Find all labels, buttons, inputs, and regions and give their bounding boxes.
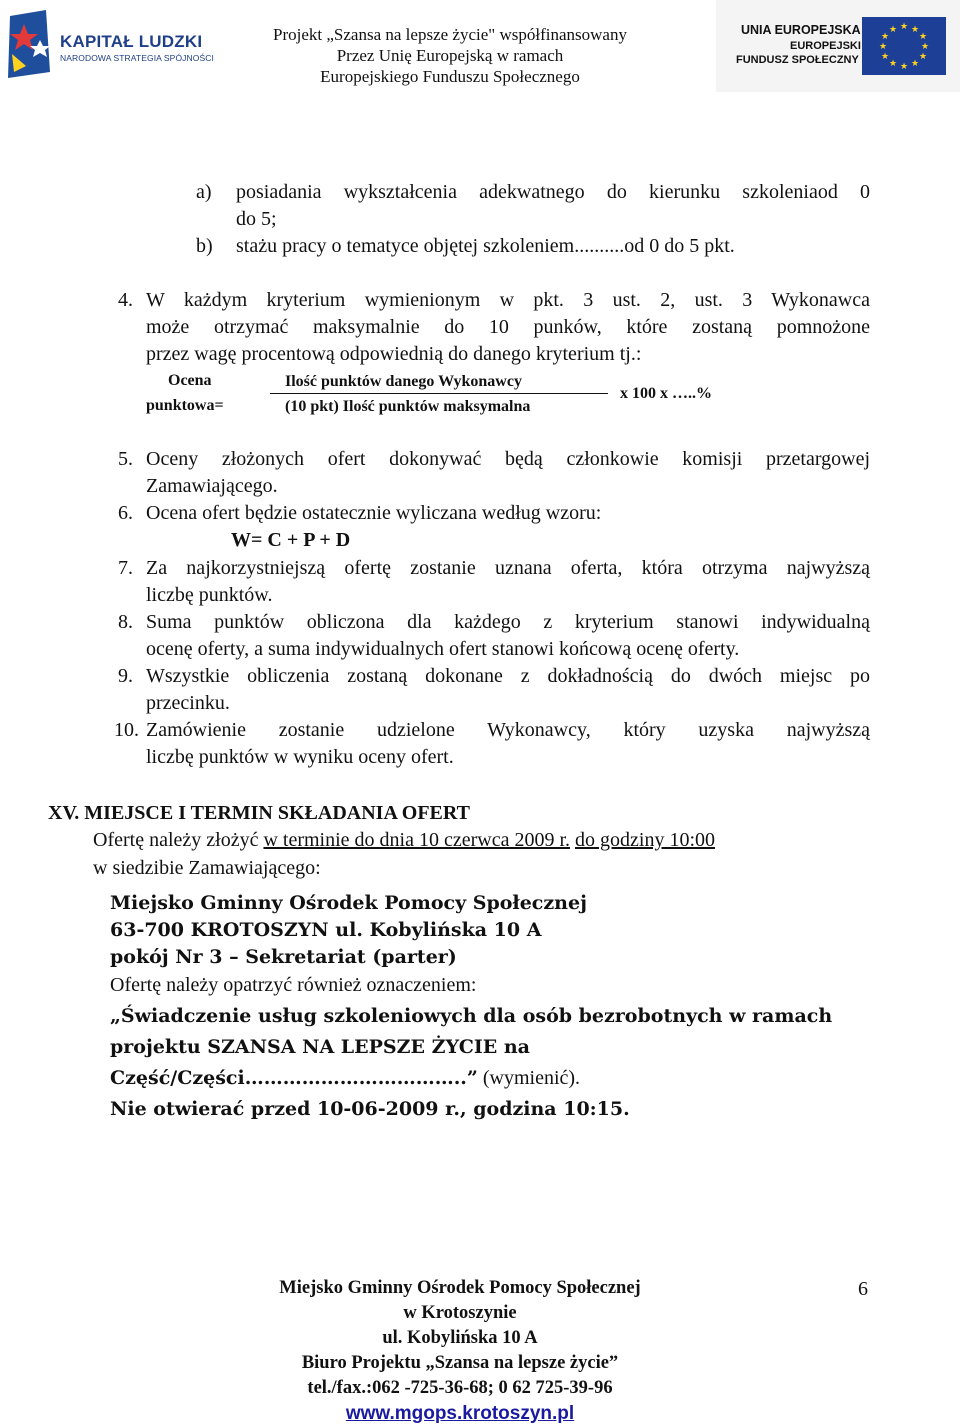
list-item-a-line-2: do 5; [236, 208, 277, 230]
marking-part-note: (wymienić). [477, 1067, 581, 1089]
footer-line-1: Miejsko Gminny Ośrodek Pomocy Społecznej [279, 1278, 641, 1298]
item-9-line-1: Wszystkie obliczenia zostaną dokonane z dokładnością do dwóch miejsc po [146, 665, 870, 687]
header-line-3: Europejskiego Funduszu Społecznego [320, 67, 580, 86]
footer-line-2: w Krotoszynie [403, 1303, 517, 1323]
list-label-b: b) [196, 235, 213, 257]
footer-line-3: ul. Kobylińska 10 A [382, 1328, 538, 1348]
svg-text:★: ★ [918, 52, 928, 62]
svg-text:★: ★ [918, 32, 928, 42]
svg-text:★: ★ [878, 42, 888, 52]
do-not-open-notice: Nie otwierać przed 10-06-2009 r., godzina 10:15. [110, 1098, 630, 1120]
marking-line-1: „Świadczenie usług szkoleniowych dla osób bezrobotnych w ramach [110, 1005, 833, 1027]
svg-text:★: ★ [899, 62, 909, 72]
item-8-line-1: Suma punktów obliczona dla każdego z kryterium stanowi indywidualną [146, 611, 870, 633]
list-label-a: a) [196, 181, 212, 203]
item-5-line-1: Oceny złożonych ofert dokonywać będą członkowie komisji przetargowej [146, 448, 870, 470]
footer-line-5: tel./fax.:062 -725-36-68; 0 62 725-39-96 [307, 1378, 613, 1398]
page-number: 6 [858, 1278, 868, 1300]
deadline-date: w terminie do dnia 10 czerwca 2009 r. [263, 829, 571, 851]
svg-text:★: ★ [880, 32, 890, 42]
list-item-a-line-1: posiadania wykształcenia adekwatnego do kierunku szkoleniaod 0 [236, 181, 870, 203]
item-10-number: 10. [114, 719, 139, 741]
eu-logo-line-1: UNIA EUROPEJSKA [741, 23, 861, 37]
marking-part-label: Część/Części……………………………..” [110, 1067, 478, 1089]
item-7-number: 7. [118, 557, 133, 579]
marking-line-2: projektu SZANSA NA LEPSZE ŻYCIE na [110, 1036, 530, 1058]
list-item-b-line-1: stażu pracy o tematyce objętej szkoleniem..........od 0 do 5 pkt. [236, 235, 735, 257]
footer-website-link[interactable]: www.mgops.krotoszyn.pl [345, 1403, 575, 1424]
item-8-number: 8. [118, 611, 133, 633]
footer-line-4: Biuro Projektu „Szansa na lepsze życie” [301, 1353, 619, 1373]
formula-left-2: punktowa= [146, 397, 224, 414]
address-line-1: Miejsko Gminny Ośrodek Pomocy Społecznej [110, 892, 587, 914]
formula-multiplier: x 100 x …..% [620, 385, 712, 402]
eu-logo-line-2: EUROPEJSKI [790, 40, 861, 52]
address-line-2: 63-700 KROTOSZYN ul. Kobylińska 10 A [110, 919, 542, 941]
kapital-ludzki-title: KAPITAŁ LUDZKI [60, 32, 203, 51]
eu-flag-icon [862, 17, 946, 75]
formula-fraction-line [270, 393, 608, 394]
header-project-info [220, 24, 680, 87]
address-line-3: pokój Nr 3 – Sekretariat (parter) [110, 946, 457, 968]
header-line-2: Przez Unię Europejską w ramach [336, 46, 564, 65]
svg-text:★: ★ [910, 25, 920, 35]
eu-logo-line-3: FUNDUSZ SPOŁECZNY [736, 54, 859, 66]
formula-wzor: W= C + P + D [231, 529, 351, 551]
marking-line-3 [110, 1065, 580, 1092]
formula-denominator: (10 pkt) Ilość punktów maksymalna [285, 398, 531, 415]
svg-text:★: ★ [888, 25, 898, 35]
section-15-location-line: w siedzibie Zamawiającego: [93, 857, 321, 879]
header-line-1: Projekt „Szansa na lepsze życie" współfinansowany [273, 25, 627, 44]
svg-text:★: ★ [910, 59, 920, 69]
item-6-line-1: Ocena ofert będzie ostatecznie wyliczana według wzoru: [146, 502, 602, 524]
formula-left-1: Ocena [168, 372, 212, 389]
section-15-heading: XV. MIEJSCE I TERMIN SKŁADANIA OFERT [48, 802, 470, 824]
item-10-line-1: Zamówienie zostanie udzielone Wykonawcy, który uzyska najwyższą [146, 719, 870, 741]
svg-text:★: ★ [888, 59, 898, 69]
item-8-line-2: ocenę oferty, a suma indywidualnych ofert stanowi końcową ocenę oferty. [146, 638, 740, 660]
formula-numerator: Ilość punktów danego Wykonawcy [285, 373, 522, 390]
item-4-number: 4. [118, 289, 133, 311]
section-15-deadline-line [93, 827, 715, 854]
item-5-line-2: Zamawiającego. [146, 475, 278, 497]
kapital-ludzki-emblem-icon [6, 10, 58, 80]
item-5-number: 5. [118, 448, 133, 470]
item-9-line-2: przecinku. [146, 692, 230, 714]
item-4-line-1: W każdym kryterium wymienionym w pkt. 3 ust. 2, ust. 3 Wykonawca [146, 289, 870, 311]
item-4-line-2: może otrzymać maksymalnie do 10 punków, które zostaną pomnożone [146, 316, 870, 338]
item-4-line-3: przez wagę procentową odpowiednią do danego kryterium tj.: [146, 343, 642, 365]
kapital-ludzki-subtitle: NARODOWA STRATEGIA SPÓJNOŚCI [60, 53, 214, 63]
footer-website-row [0, 1403, 920, 1425]
svg-text:★: ★ [920, 42, 930, 52]
item-7-line-2: liczbę punktów. [146, 584, 273, 606]
item-9-number: 9. [118, 665, 133, 687]
svg-text:★: ★ [880, 52, 890, 62]
svg-text:★: ★ [899, 22, 909, 32]
item-7-line-1: Za najkorzystniejszą ofertę zostanie uznana oferta, która otrzyma najwyższą [146, 557, 870, 579]
deadline-time: do godziny 10:00 [575, 829, 716, 851]
marking-intro: Ofertę należy opatrzyć również oznaczeniem: [110, 974, 477, 996]
item-6-number: 6. [118, 502, 133, 524]
item-10-line-2: liczbę punktów w wyniku oceny ofert. [146, 746, 454, 768]
deadline-intro: Ofertę należy złożyć [93, 829, 264, 851]
